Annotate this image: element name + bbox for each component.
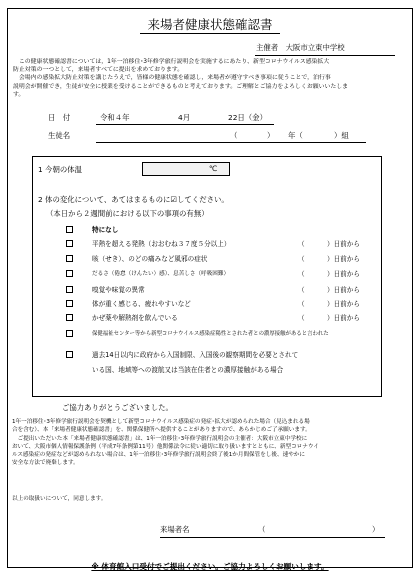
symptom-label: 咳（せき）、のどの痛みなど風邪の症状 <box>92 255 208 263</box>
travel-item: 過去14日以内に政府から入国制限、入国後の観察期間を必要とされて いる国、地域等への渡航又は当該在住者との濃厚接触がある場合 <box>92 351 299 374</box>
temperature-input[interactable] <box>142 162 230 176</box>
student-label: 生徒名 <box>48 131 71 140</box>
days-ago-label: ）日前から <box>327 255 360 263</box>
organizer-underline <box>255 55 395 56</box>
symptom-checkbox[interactable] <box>66 255 73 262</box>
symptom-label: かぜ薬や解熱剤を飲んでいる <box>92 314 178 322</box>
symptom-checkbox[interactable] <box>66 314 73 321</box>
intro-text: この健康状態確認書については，1年一泊移住･3年修学旅行説明会を実施するにあたり、新型コロナウイルス感染拡大 防止対策の一つとして，来場者すべてに提出を求めております。 会場内の感染拡大防止対策を講じたうえで，皆様の健康状態を確認し，来場者が遵守すべき事項に従うことで，泊行事 説明会が開催でき，生徒が安全に授業を受けることができるものと考えております。ご理解とご協力をよろしくお願いいたしま す。 <box>13 59 349 98</box>
days-paren: （ <box>298 255 305 263</box>
consent-text: 以上の取扱いについて，同意します。 <box>12 496 107 502</box>
footnote-text: 1年一泊移住･3年修学旅行説明会を契機として新型コロナウイルス感染症の発症･拡大が認められた場合（見込まれる場 合を含む）、本「来場者健康状態確認書」を、関係保健所へ提供することがありますので、あらかじめご了承願います。 ご提出いただいた本「来場者健康状態確認書」は、1年一泊移住･3年修学旅行説明会の主催者：大阪市立東中学校に おいて、大阪市個人情報保護条例（平成7年条例第11号）他関係法令に従い適切に取り扱いますとともに、新型コロナウイ ルス感染症の発症などが認められない場合は、1年一泊移住･3年修学旅行説明会終了後1か月間保管をし後、速やかに 安全な方法で廃棄します。 <box>12 419 319 467</box>
symptom-label: 特になし <box>92 226 119 234</box>
organizer: 主催者 大阪市立東中学校 <box>256 43 345 52</box>
temperature-unit: ℃ <box>209 164 218 173</box>
checkbox-travel[interactable] <box>66 351 73 358</box>
days-paren: （ <box>298 270 305 278</box>
student-underline <box>96 142 366 143</box>
symptom-checkbox[interactable] <box>66 240 73 247</box>
q2-sub: （本日から２週間前における以下の事項の有無） <box>46 209 209 218</box>
symptom-checkbox[interactable] <box>66 300 73 307</box>
days-paren: （ <box>298 286 305 294</box>
days-ago-label: ）日前から <box>327 286 360 294</box>
symptom-label: 保健福祉センター等から新型コロナウイルス感染症陽性とされた者との濃厚接触があると言われた <box>92 331 329 337</box>
symptom-label: 平熱を超える発熱（おおむね３７度５分以上） <box>92 240 231 248</box>
date-day: 22日（金） <box>228 113 267 122</box>
symptom-checkbox[interactable] <box>66 226 73 233</box>
visitor-open: （ <box>258 525 266 534</box>
visitor-close: ） <box>372 525 380 534</box>
days-paren: （ <box>298 240 305 248</box>
visitor-label: 来場者名 <box>160 525 190 534</box>
symptom-label: 体が重く感じる、疲れやすいなど <box>92 300 191 308</box>
visitor-underline[interactable] <box>160 537 385 538</box>
thanks-text: ご協力ありがとうございました。 <box>62 403 173 412</box>
symptom-checkbox[interactable] <box>66 286 73 293</box>
q2-label: 2 体の変化について、あてはまるものに☑してください。 <box>38 195 229 204</box>
symptom-checkbox[interactable] <box>66 270 73 277</box>
title-underline <box>140 33 280 34</box>
days-paren: （ <box>298 300 305 308</box>
student-class: ）組 <box>334 131 349 140</box>
page-title: 来場者健康状態確認書 <box>147 17 273 32</box>
date-era: 令和４年 <box>100 113 130 122</box>
days-ago-label: ）日前から <box>327 240 360 248</box>
days-paren: （ <box>298 314 305 322</box>
days-ago-label: ）日前から <box>327 314 360 322</box>
symptom-label: 嗅覚や味覚の異常 <box>92 286 145 294</box>
days-ago-label: ）日前から <box>327 270 360 278</box>
date-label: 日 付 <box>48 113 71 122</box>
q1-label: 1 今朝の体温 <box>38 165 83 174</box>
date-month: 4月 <box>178 113 191 122</box>
symptom-label: だるさ（倦怠（けんたい）感）、息苦しさ（呼吸困難） <box>92 271 230 277</box>
symptom-checkbox[interactable] <box>66 330 73 337</box>
days-ago-label: ）日前から <box>327 300 360 308</box>
student-year: 年（ <box>288 131 303 140</box>
student-paren: （ ） <box>230 131 275 140</box>
date-underline <box>96 124 274 125</box>
bottom-note: ※ 体育館入口受付でご提出ください。ご協力よろしくお願いします。 <box>91 562 329 571</box>
